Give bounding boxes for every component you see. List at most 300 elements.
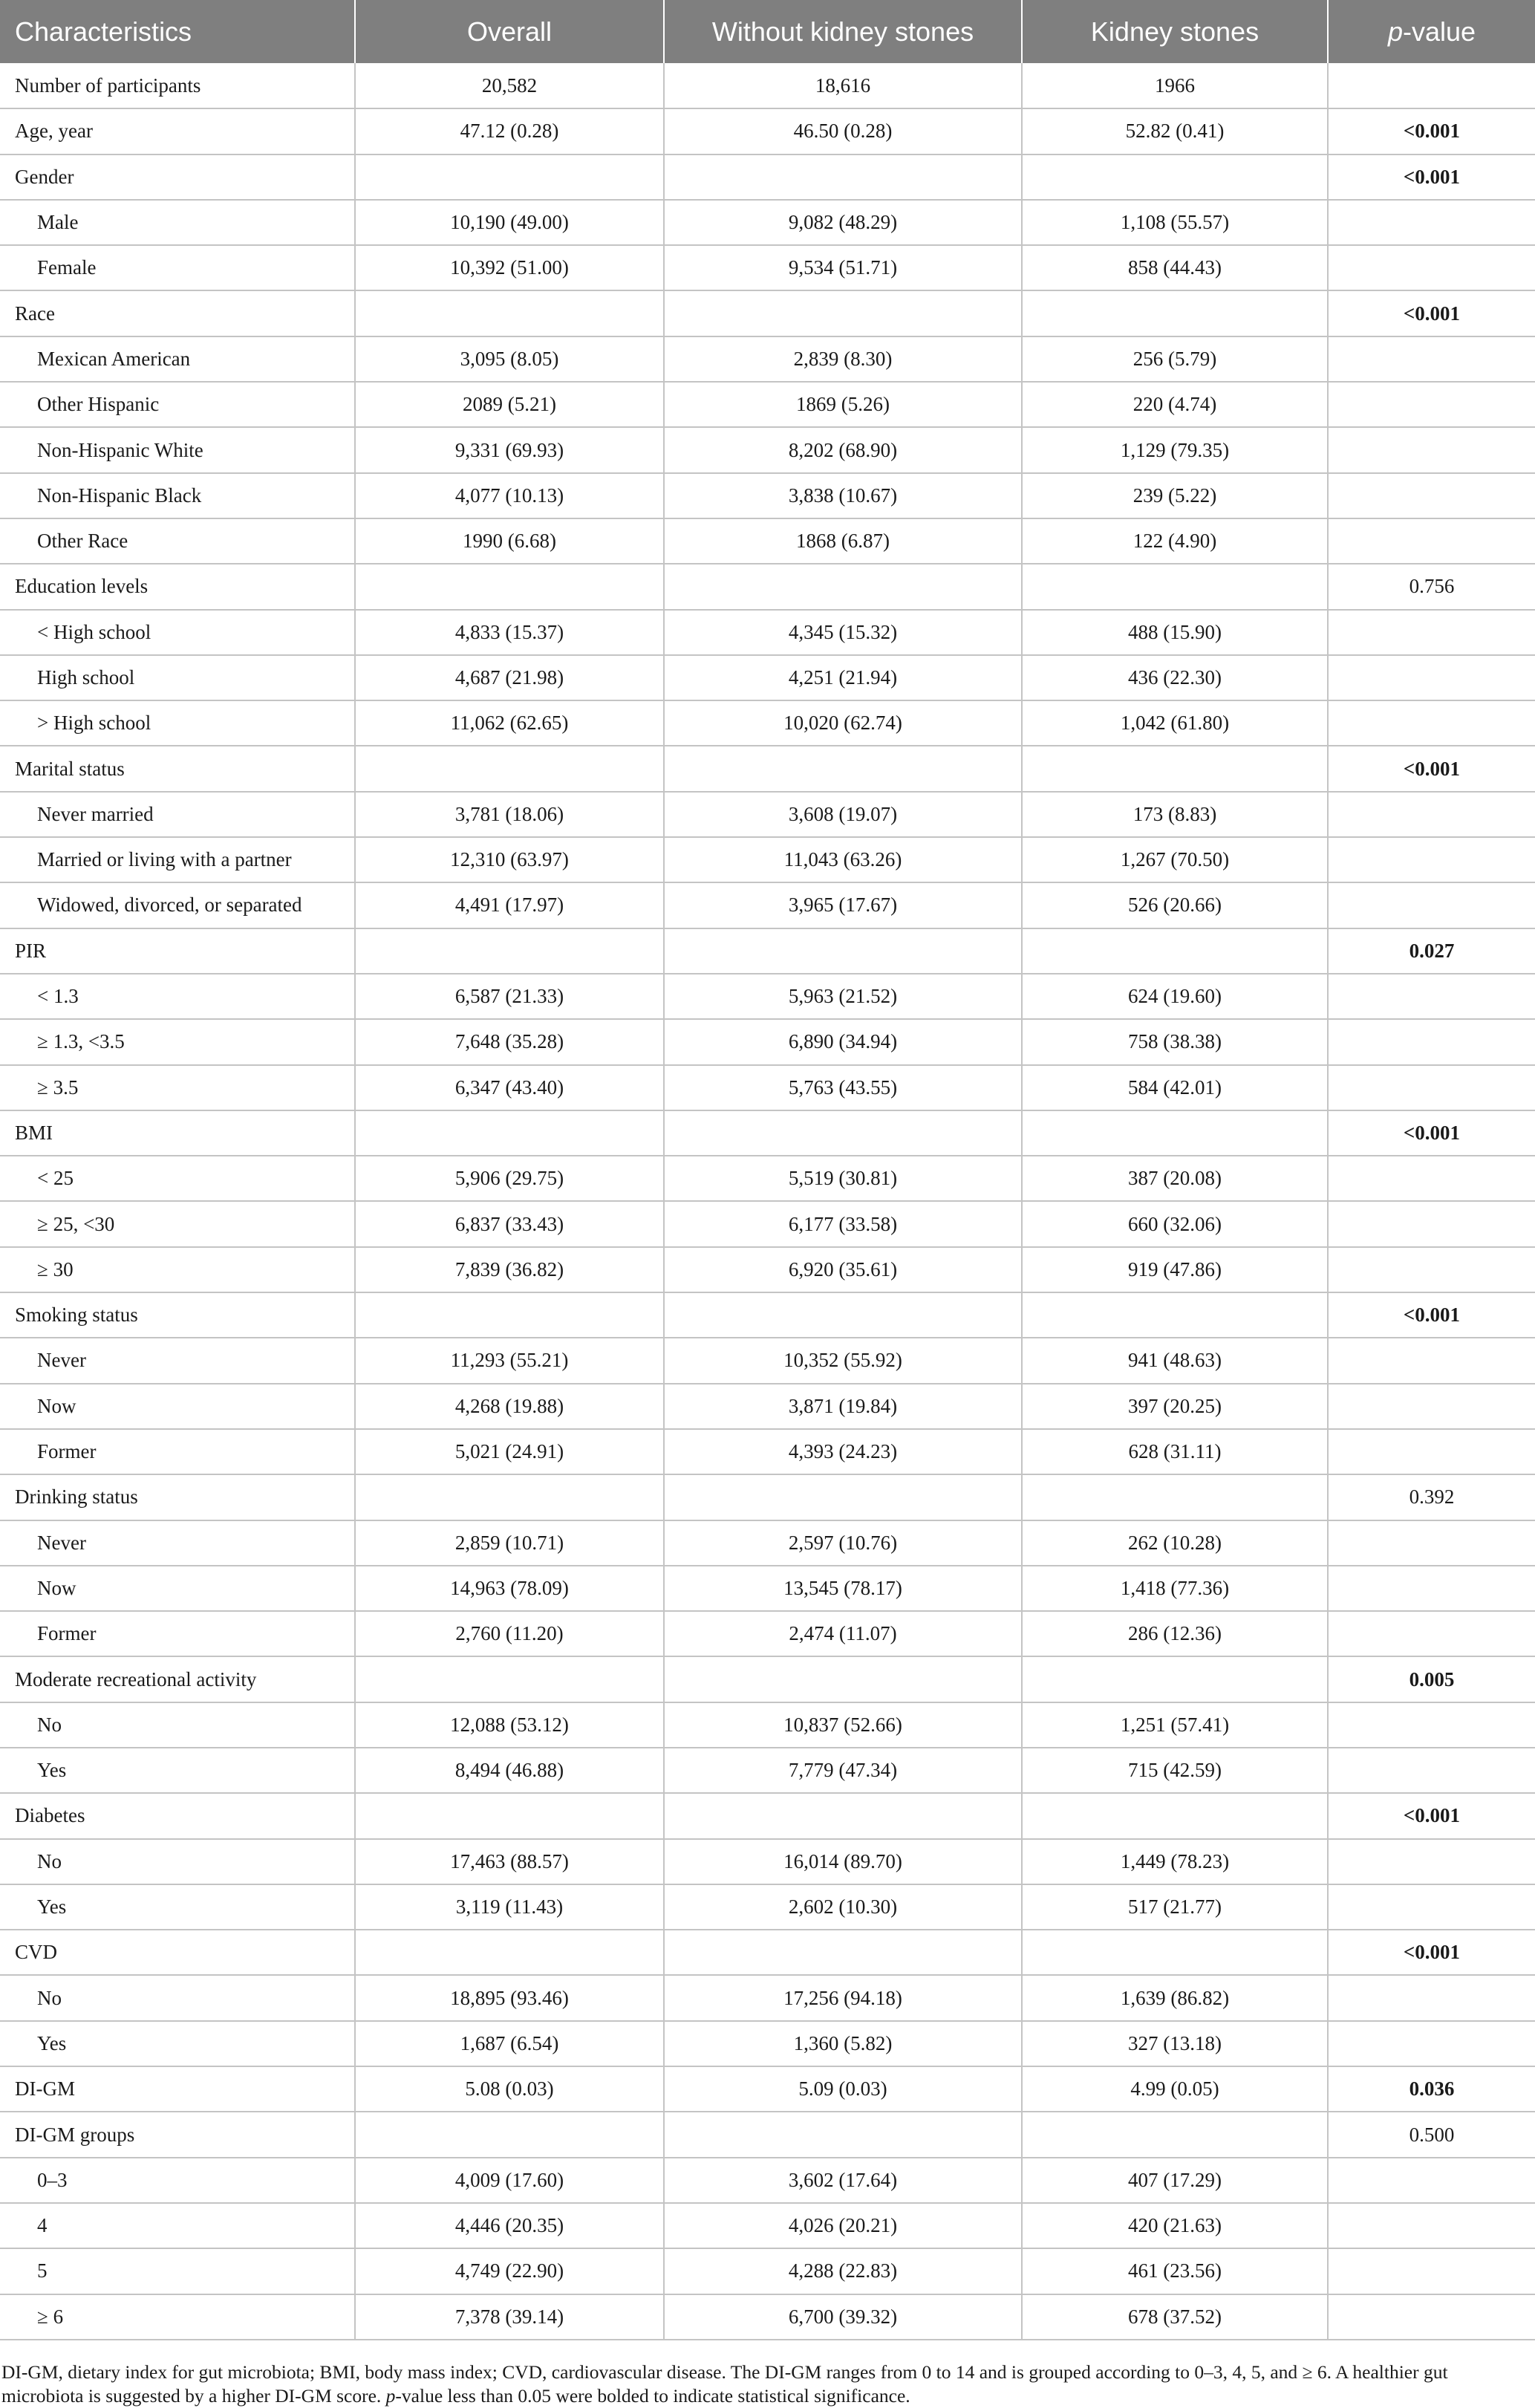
cell-overall: 1,687 (6.54) [355, 2021, 664, 2066]
cell-overall [355, 1474, 664, 1520]
row-label: Male [0, 200, 355, 245]
table-body [0, 63, 1535, 2340]
row-label: Moderate recreational activity [0, 1656, 355, 1702]
row-label: High school [0, 655, 355, 700]
cell-kidney-stones: 52.82 (0.41) [1022, 108, 1328, 154]
row-label: DI-GM groups [0, 2112, 355, 2157]
cell-without-kidney-stones: 2,474 (11.07) [664, 1611, 1022, 1656]
table-row [0, 154, 1535, 200]
cell-without-kidney-stones: 9,082 (48.29) [664, 200, 1022, 245]
row-label: Now [0, 1566, 355, 1611]
cell-kidney-stones [1022, 928, 1328, 974]
cell-without-kidney-stones [664, 564, 1022, 609]
cell-overall: 4,833 (15.37) [355, 610, 664, 655]
cell-kidney-stones: 4.99 (0.05) [1022, 2066, 1328, 2112]
cell-p-value [1328, 1702, 1535, 1748]
row-label: Yes [0, 1884, 355, 1930]
cell-without-kidney-stones: 1868 (6.87) [664, 518, 1022, 564]
header-p-value [1328, 0, 1535, 63]
cell-p-value [1328, 837, 1535, 882]
row-label: Female [0, 245, 355, 290]
table-row [0, 1975, 1535, 2020]
cell-without-kidney-stones: 3,838 (10.67) [664, 473, 1022, 518]
cell-without-kidney-stones: 2,597 (10.76) [664, 1520, 1022, 1566]
row-label: Other Race [0, 518, 355, 564]
cell-without-kidney-stones: 10,020 (62.74) [664, 700, 1022, 746]
cell-without-kidney-stones: 4,288 (22.83) [664, 2248, 1022, 2294]
cell-without-kidney-stones: 10,837 (52.66) [664, 1702, 1022, 1748]
cell-without-kidney-stones [664, 1292, 1022, 1338]
cell-overall: 17,463 (88.57) [355, 1839, 664, 1884]
cell-overall: 1990 (6.68) [355, 518, 664, 564]
row-label: Other Hispanic [0, 382, 355, 427]
row-label: Now [0, 1384, 355, 1429]
table-row [0, 1656, 1535, 1702]
row-label: Gender [0, 154, 355, 200]
table-row [0, 200, 1535, 245]
cell-p-value [1328, 2158, 1535, 2203]
cell-kidney-stones [1022, 564, 1328, 609]
cell-kidney-stones: 1,418 (77.36) [1022, 1566, 1328, 1611]
header-kidney-stones: Kidney stones [1022, 0, 1328, 63]
cell-overall: 10,190 (49.00) [355, 200, 664, 245]
table-row [0, 518, 1535, 564]
cell-kidney-stones: 488 (15.90) [1022, 610, 1328, 655]
header-characteristics: Characteristics [0, 0, 355, 63]
row-label: < 1.3 [0, 974, 355, 1019]
cell-p-value [1328, 245, 1535, 290]
cell-overall: 6,587 (21.33) [355, 974, 664, 1019]
table-row [0, 1474, 1535, 1520]
table-row [0, 1930, 1535, 1975]
table-row [0, 2021, 1535, 2066]
cell-kidney-stones: 1,639 (86.82) [1022, 1975, 1328, 2020]
cell-without-kidney-stones: 5,519 (30.81) [664, 1156, 1022, 1201]
cell-p-value: <0.001 [1328, 1110, 1535, 1156]
cell-kidney-stones: 397 (20.25) [1022, 1384, 1328, 1429]
table-row [0, 1429, 1535, 1474]
cell-p-value [1328, 1065, 1535, 1110]
row-label: Non-Hispanic White [0, 427, 355, 472]
cell-p-value [1328, 1247, 1535, 1292]
row-label: Smoking status [0, 1292, 355, 1338]
cell-without-kidney-stones: 5,763 (43.55) [664, 1065, 1022, 1110]
cell-overall [355, 290, 664, 336]
row-label: No [0, 1839, 355, 1884]
cell-p-value [1328, 1839, 1535, 1884]
cell-kidney-stones: 715 (42.59) [1022, 1748, 1328, 1793]
cell-p-value [1328, 2203, 1535, 2248]
cell-p-value [1328, 427, 1535, 472]
cell-p-value [1328, 882, 1535, 928]
table-row [0, 336, 1535, 382]
table-row [0, 564, 1535, 609]
table-row [0, 1019, 1535, 1064]
table-row [0, 1702, 1535, 1748]
row-label: Married or living with a partner [0, 837, 355, 882]
cell-kidney-stones: 436 (22.30) [1022, 655, 1328, 700]
cell-overall: 2089 (5.21) [355, 382, 664, 427]
cell-p-value: 0.392 [1328, 1474, 1535, 1520]
table-row [0, 1748, 1535, 1793]
cell-kidney-stones [1022, 1292, 1328, 1338]
table-row [0, 108, 1535, 154]
cell-without-kidney-stones: 3,608 (19.07) [664, 792, 1022, 837]
cell-p-value [1328, 1384, 1535, 1429]
row-label: Yes [0, 2021, 355, 2066]
cell-p-value [1328, 518, 1535, 564]
cell-without-kidney-stones: 5,963 (21.52) [664, 974, 1022, 1019]
cell-overall [355, 928, 664, 974]
header-p-value-rest: -value [1402, 16, 1476, 47]
cell-p-value: 0.756 [1328, 564, 1535, 609]
cell-kidney-stones: 173 (8.83) [1022, 792, 1328, 837]
cell-kidney-stones: 517 (21.77) [1022, 1884, 1328, 1930]
cell-p-value [1328, 1338, 1535, 1383]
table-footnote [0, 2360, 1524, 2408]
cell-kidney-stones: 628 (31.11) [1022, 1429, 1328, 1474]
cell-overall: 9,331 (69.93) [355, 427, 664, 472]
cell-kidney-stones: 858 (44.43) [1022, 245, 1328, 290]
table-header-row [0, 0, 1535, 63]
cell-p-value [1328, 700, 1535, 746]
cell-kidney-stones: 678 (37.52) [1022, 2294, 1328, 2340]
cell-overall: 18,895 (93.46) [355, 1975, 664, 2020]
row-label: Never [0, 1338, 355, 1383]
cell-without-kidney-stones [664, 928, 1022, 974]
cell-kidney-stones: 1,267 (70.50) [1022, 837, 1328, 882]
footnote-p-italic: p [385, 2385, 396, 2407]
table-row [0, 928, 1535, 974]
table-row [0, 746, 1535, 791]
table-row [0, 1384, 1535, 1429]
row-label: ≥ 1.3, <3.5 [0, 1019, 355, 1064]
cell-p-value [1328, 63, 1535, 108]
cell-p-value: <0.001 [1328, 746, 1535, 791]
table-row [0, 427, 1535, 472]
cell-p-value [1328, 1429, 1535, 1474]
cell-p-value: 0.027 [1328, 928, 1535, 974]
cell-overall: 7,648 (35.28) [355, 1019, 664, 1064]
cell-without-kidney-stones: 9,534 (51.71) [664, 245, 1022, 290]
row-label: < High school [0, 610, 355, 655]
cell-p-value [1328, 1520, 1535, 1566]
row-label: Drinking status [0, 1474, 355, 1520]
cell-without-kidney-stones: 6,920 (35.61) [664, 1247, 1022, 1292]
row-label: Age, year [0, 108, 355, 154]
table-row [0, 1884, 1535, 1930]
cell-overall: 3,781 (18.06) [355, 792, 664, 837]
cell-overall [355, 1930, 664, 1975]
table-row [0, 1839, 1535, 1884]
cell-p-value [1328, 1884, 1535, 1930]
table-row [0, 473, 1535, 518]
table-row [0, 882, 1535, 928]
cell-overall: 11,062 (62.65) [355, 700, 664, 746]
cell-overall [355, 1110, 664, 1156]
cell-without-kidney-stones: 8,202 (68.90) [664, 427, 1022, 472]
cell-kidney-stones: 286 (12.36) [1022, 1611, 1328, 1656]
table-row [0, 1338, 1535, 1383]
row-label: Yes [0, 1748, 355, 1793]
cell-kidney-stones: 327 (13.18) [1022, 2021, 1328, 2066]
cell-p-value: <0.001 [1328, 290, 1535, 336]
cell-p-value: <0.001 [1328, 1930, 1535, 1975]
cell-without-kidney-stones: 4,026 (20.21) [664, 2203, 1022, 2248]
cell-overall: 12,310 (63.97) [355, 837, 664, 882]
row-label: ≥ 3.5 [0, 1065, 355, 1110]
table-row [0, 610, 1535, 655]
cell-overall: 5,906 (29.75) [355, 1156, 664, 1201]
cell-overall [355, 154, 664, 200]
cell-without-kidney-stones: 6,890 (34.94) [664, 1019, 1022, 1064]
cell-kidney-stones: 262 (10.28) [1022, 1520, 1328, 1566]
cell-kidney-stones: 220 (4.74) [1022, 382, 1328, 427]
cell-without-kidney-stones: 3,871 (19.84) [664, 1384, 1022, 1429]
cell-kidney-stones [1022, 154, 1328, 200]
cell-overall [355, 564, 664, 609]
cell-overall: 5.08 (0.03) [355, 2066, 664, 2112]
cell-kidney-stones: 387 (20.08) [1022, 1156, 1328, 1201]
table-row [0, 1110, 1535, 1156]
cell-overall: 3,095 (8.05) [355, 336, 664, 382]
cell-kidney-stones: 1966 [1022, 63, 1328, 108]
cell-p-value [1328, 974, 1535, 1019]
cell-p-value [1328, 382, 1535, 427]
row-label: Education levels [0, 564, 355, 609]
cell-without-kidney-stones: 13,545 (78.17) [664, 1566, 1022, 1611]
row-label: DI-GM [0, 2066, 355, 2112]
table-row [0, 2248, 1535, 2294]
cell-p-value [1328, 1156, 1535, 1201]
row-label: ≥ 30 [0, 1247, 355, 1292]
table-row [0, 2203, 1535, 2248]
cell-overall: 2,859 (10.71) [355, 1520, 664, 1566]
cell-overall: 20,582 [355, 63, 664, 108]
table-row [0, 792, 1535, 837]
cell-p-value [1328, 610, 1535, 655]
cell-p-value [1328, 2021, 1535, 2066]
cell-without-kidney-stones: 1,360 (5.82) [664, 2021, 1022, 2066]
cell-overall [355, 1656, 664, 1702]
cell-overall: 10,392 (51.00) [355, 245, 664, 290]
cell-overall: 4,749 (22.90) [355, 2248, 664, 2294]
header-p-value-italic: p [1387, 16, 1403, 47]
table-row [0, 1292, 1535, 1338]
cell-kidney-stones: 420 (21.63) [1022, 2203, 1328, 2248]
cell-p-value: <0.001 [1328, 108, 1535, 154]
cell-kidney-stones: 758 (38.38) [1022, 1019, 1328, 1064]
cell-p-value [1328, 200, 1535, 245]
row-label: Number of participants [0, 63, 355, 108]
table-row [0, 655, 1535, 700]
cell-overall: 4,077 (10.13) [355, 473, 664, 518]
cell-kidney-stones: 624 (19.60) [1022, 974, 1328, 1019]
cell-p-value [1328, 2248, 1535, 2294]
cell-without-kidney-stones: 2,602 (10.30) [664, 1884, 1022, 1930]
cell-p-value: <0.001 [1328, 1292, 1535, 1338]
table-row [0, 1247, 1535, 1292]
cell-kidney-stones [1022, 290, 1328, 336]
row-label: Diabetes [0, 1793, 355, 1838]
cell-kidney-stones [1022, 1930, 1328, 1975]
cell-kidney-stones: 1,042 (61.80) [1022, 700, 1328, 746]
cell-without-kidney-stones [664, 2112, 1022, 2157]
cell-overall [355, 746, 664, 791]
cell-p-value [1328, 1201, 1535, 1246]
cell-overall [355, 2112, 664, 2157]
footnote-main-text: DI-GM, dietary index for gut microbiota; BMI, body mass index; CVD, cardiovascular disease. The DI-GM ranges from 0 to 14 and is grouped according to 0–3, 4, 5, and ≥ 6. A healthier gut microbiota is suggested by a higher DI-GM score. [1, 2361, 1448, 2407]
table-row [0, 2112, 1535, 2157]
table-row [0, 1566, 1535, 1611]
cell-without-kidney-stones: 4,251 (21.94) [664, 655, 1022, 700]
table-row [0, 63, 1535, 108]
cell-kidney-stones [1022, 1793, 1328, 1838]
row-label: ≥ 6 [0, 2294, 355, 2340]
header-overall: Overall [355, 0, 664, 63]
row-label: 5 [0, 2248, 355, 2294]
table-row [0, 290, 1535, 336]
row-label: Non-Hispanic Black [0, 473, 355, 518]
row-label: No [0, 1975, 355, 2020]
cell-without-kidney-stones [664, 1110, 1022, 1156]
cell-kidney-stones: 526 (20.66) [1022, 882, 1328, 928]
cell-kidney-stones [1022, 1656, 1328, 1702]
table-row [0, 1520, 1535, 1566]
row-label: Marital status [0, 746, 355, 791]
cell-p-value: <0.001 [1328, 1793, 1535, 1838]
cell-without-kidney-stones: 4,345 (15.32) [664, 610, 1022, 655]
row-label: 4 [0, 2203, 355, 2248]
cell-kidney-stones [1022, 1110, 1328, 1156]
row-label: Mexican American [0, 336, 355, 382]
cell-overall: 6,347 (43.40) [355, 1065, 664, 1110]
cell-without-kidney-stones [664, 1793, 1022, 1838]
cell-without-kidney-stones: 6,700 (39.32) [664, 2294, 1022, 2340]
cell-overall: 2,760 (11.20) [355, 1611, 664, 1656]
cell-p-value [1328, 1566, 1535, 1611]
table-row [0, 974, 1535, 1019]
cell-overall: 47.12 (0.28) [355, 108, 664, 154]
cell-without-kidney-stones: 6,177 (33.58) [664, 1201, 1022, 1246]
cell-overall: 3,119 (11.43) [355, 1884, 664, 1930]
row-label: Former [0, 1611, 355, 1656]
table-row [0, 700, 1535, 746]
footnote-end-text: -value less than 0.05 were bolded to indicate statistical significance. [395, 2385, 910, 2407]
cell-p-value: 0.005 [1328, 1656, 1535, 1702]
row-label: ≥ 25, <30 [0, 1201, 355, 1246]
cell-overall: 4,687 (21.98) [355, 655, 664, 700]
cell-p-value [1328, 1611, 1535, 1656]
row-label: Widowed, divorced, or separated [0, 882, 355, 928]
cell-without-kidney-stones: 3,602 (17.64) [664, 2158, 1022, 2203]
cell-overall: 5,021 (24.91) [355, 1429, 664, 1474]
cell-kidney-stones: 256 (5.79) [1022, 336, 1328, 382]
cell-without-kidney-stones: 10,352 (55.92) [664, 1338, 1022, 1383]
cell-without-kidney-stones: 7,779 (47.34) [664, 1748, 1022, 1793]
cell-overall: 7,378 (39.14) [355, 2294, 664, 2340]
cell-p-value [1328, 1019, 1535, 1064]
cell-kidney-stones: 1,129 (79.35) [1022, 427, 1328, 472]
row-label: > High school [0, 700, 355, 746]
table-row [0, 1793, 1535, 1838]
row-label: No [0, 1702, 355, 1748]
cell-kidney-stones [1022, 746, 1328, 791]
cell-without-kidney-stones: 4,393 (24.23) [664, 1429, 1022, 1474]
cell-p-value [1328, 1975, 1535, 2020]
cell-overall: 14,963 (78.09) [355, 1566, 664, 1611]
cell-p-value: 0.500 [1328, 2112, 1535, 2157]
cell-overall: 7,839 (36.82) [355, 1247, 664, 1292]
cell-without-kidney-stones [664, 1930, 1022, 1975]
cell-p-value [1328, 2294, 1535, 2340]
cell-overall: 4,009 (17.60) [355, 2158, 664, 2203]
cell-without-kidney-stones: 5.09 (0.03) [664, 2066, 1022, 2112]
header-without-kidney-stones: Without kidney stones [664, 0, 1022, 63]
cell-kidney-stones: 941 (48.63) [1022, 1338, 1328, 1383]
cell-kidney-stones: 461 (23.56) [1022, 2248, 1328, 2294]
cell-overall [355, 1292, 664, 1338]
cell-p-value: <0.001 [1328, 154, 1535, 200]
cell-overall: 6,837 (33.43) [355, 1201, 664, 1246]
table-row [0, 1611, 1535, 1656]
cell-p-value [1328, 792, 1535, 837]
cell-without-kidney-stones: 16,014 (89.70) [664, 1839, 1022, 1884]
cell-overall: 11,293 (55.21) [355, 1338, 664, 1383]
row-label: < 25 [0, 1156, 355, 1201]
cell-kidney-stones: 1,449 (78.23) [1022, 1839, 1328, 1884]
cell-kidney-stones: 239 (5.22) [1022, 473, 1328, 518]
table-row [0, 2066, 1535, 2112]
cell-without-kidney-stones: 46.50 (0.28) [664, 108, 1022, 154]
row-label: 0–3 [0, 2158, 355, 2203]
cell-without-kidney-stones [664, 1474, 1022, 1520]
cell-kidney-stones [1022, 2112, 1328, 2157]
cell-without-kidney-stones: 18,616 [664, 63, 1022, 108]
cell-overall [355, 1793, 664, 1838]
row-label: Never [0, 1520, 355, 1566]
table-row [0, 1065, 1535, 1110]
cell-p-value [1328, 655, 1535, 700]
cell-kidney-stones: 407 (17.29) [1022, 2158, 1328, 2203]
cell-overall: 4,491 (17.97) [355, 882, 664, 928]
cell-p-value [1328, 473, 1535, 518]
table-row [0, 837, 1535, 882]
cell-without-kidney-stones: 1869 (5.26) [664, 382, 1022, 427]
cell-without-kidney-stones [664, 1656, 1022, 1702]
cell-p-value: 0.036 [1328, 2066, 1535, 2112]
cell-kidney-stones: 919 (47.86) [1022, 1247, 1328, 1292]
cell-kidney-stones: 122 (4.90) [1022, 518, 1328, 564]
table-row [0, 245, 1535, 290]
cell-p-value [1328, 1748, 1535, 1793]
row-label: Former [0, 1429, 355, 1474]
row-label: PIR [0, 928, 355, 974]
cell-without-kidney-stones [664, 154, 1022, 200]
cell-kidney-stones: 1,251 (57.41) [1022, 1702, 1328, 1748]
row-label: Race [0, 290, 355, 336]
cell-kidney-stones [1022, 1474, 1328, 1520]
cell-overall: 8,494 (46.88) [355, 1748, 664, 1793]
cell-without-kidney-stones: 2,839 (8.30) [664, 336, 1022, 382]
cell-without-kidney-stones: 17,256 (94.18) [664, 1975, 1022, 2020]
cell-without-kidney-stones [664, 290, 1022, 336]
row-label: Never married [0, 792, 355, 837]
cell-kidney-stones: 660 (32.06) [1022, 1201, 1328, 1246]
cell-overall: 4,268 (19.88) [355, 1384, 664, 1429]
cell-overall: 4,446 (20.35) [355, 2203, 664, 2248]
cell-p-value [1328, 336, 1535, 382]
